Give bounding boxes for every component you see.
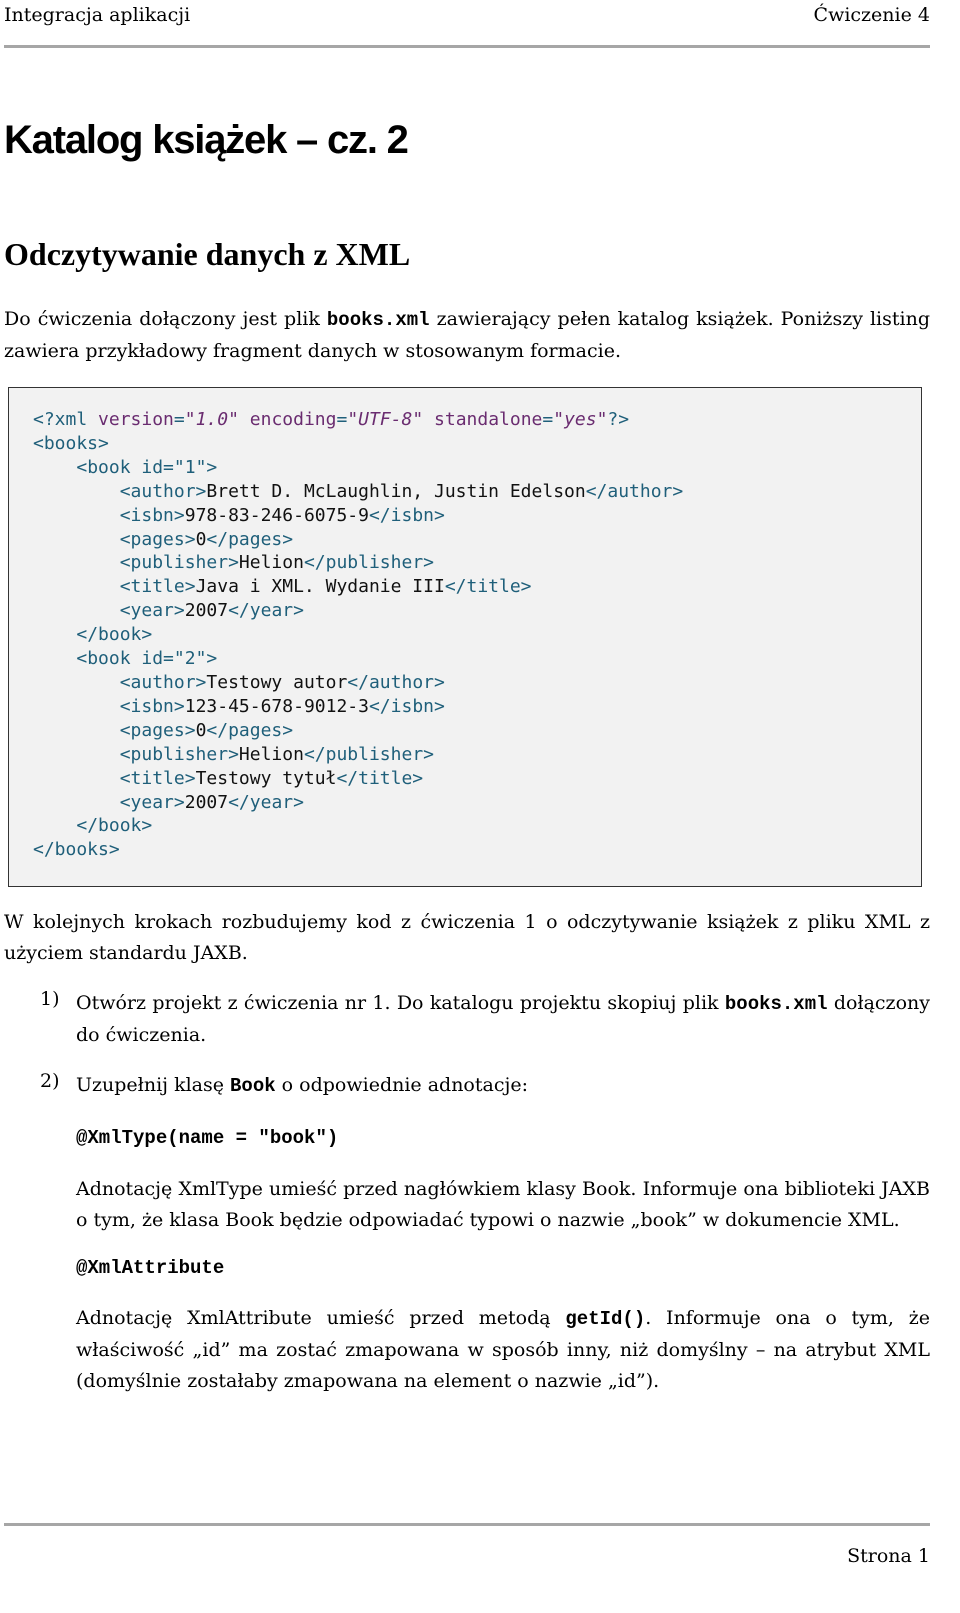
books-close-tag: </books> (33, 839, 120, 861)
annotation-xmltype (76, 1122, 930, 1154)
desc-method-code: getId() (565, 1308, 646, 1330)
book-close-tag: </book> (76, 815, 153, 837)
books-open-tag: <books> (33, 432, 109, 454)
step-text-after: o odpowiednie adnotacje: (275, 1074, 529, 1096)
book-pages: 0 (195, 719, 207, 741)
step-item (40, 1070, 931, 1392)
intro-paragraph (4, 304, 930, 367)
book-publisher: Helion (238, 552, 304, 574)
book-close-tag: </book> (76, 624, 153, 646)
book-pages: 0 (195, 528, 207, 550)
xml-decl-encoding-value: "UTF-8" (347, 409, 424, 430)
page-title: Katalog książek – cz. 2 (4, 118, 408, 162)
book-author: Testowy autor (206, 671, 348, 693)
step-number: 1) (40, 988, 60, 1010)
book-year: 2007 (184, 791, 229, 813)
book-author: Brett D. McLaughlin, Justin Edelson (206, 480, 586, 502)
header-divider (4, 45, 930, 48)
book-title: Testowy tytuł (195, 767, 337, 789)
book-open-tag: <book id="1"> (76, 456, 218, 478)
annotation-xmltype-description: Adnotację XmlType umieść przed nagłówkiem klasy Book. Informuje ona biblioteki JAXB o tym, że klasa Book będzie odpowiadać typowi o nazwie „book” w dokumencie XML. (76, 1178, 930, 1231)
page-number: Strona 1 (847, 1545, 930, 1567)
step-number: 2) (40, 1070, 60, 1092)
annotation-code: @XmlType(name = "book") (76, 1127, 339, 1149)
intro-filename: books.xml (326, 309, 430, 331)
step-code-filename: books.xml (724, 993, 828, 1015)
book-isbn: 123-45-678-9012-3 (184, 695, 369, 717)
intro-text-before: Do ćwiczenia dołączony jest plik (4, 308, 327, 330)
xml-decl-encoding-attr: encoding (249, 409, 337, 430)
xml-code-listing: <?xml version="1.0" encoding="UTF-8" standalone="yes"?> <books> <book id="1"> <author>Brett D. McLaughlin, Justin Edelson</author> <isbn>978-83-246-6075-9</isbn> <pages>0</pages> <publisher>Helion</publisher> <title>Java i XML. Wydanie III</title> <year>2007</year> </book> <book id="2"> <author>Testowy autor</author> <isbn>123-45-678-9012-3</isbn> <pages>0</pages> <publisher>Helion</publisher> <title>Testowy tytuł</title> <year>2007</year> </book> </books> (8, 387, 922, 887)
step-code-classname: Book (230, 1075, 276, 1097)
section-heading: Odczytywanie danych z XML (4, 236, 411, 272)
desc-text-before: Adnotację XmlAttribute umieść przed metodą (76, 1307, 566, 1329)
step-text-before: Otwórz projekt z ćwiczenia nr 1. Do katalogu projektu skopiuj plik (76, 992, 725, 1014)
xml-decl-version-value: "1.0" (184, 409, 239, 430)
xml-decl-version-attr: version (98, 409, 174, 430)
step-item (40, 988, 930, 1051)
book-year: 2007 (184, 600, 229, 622)
book-publisher: Helion (238, 743, 304, 765)
annotation-xmlattribute (76, 1252, 930, 1284)
xml-declaration-close: ?> (607, 409, 630, 430)
xml-decl-standalone-attr: standalone (434, 409, 543, 430)
book-isbn: 978-83-246-6075-9 (184, 504, 369, 526)
desc-text-after: . Informuje ona o tym, że właściwość „id” ma zostać zmapowana w sposób inny, niż domyślny – na atrybut XML (domyślnie zostałaby zmapowana na element o nazwie „id”). (76, 1307, 931, 1392)
footer-divider (4, 1523, 930, 1526)
book-title: Java i XML. Wydanie III (195, 576, 445, 598)
step-body (76, 1070, 930, 1102)
annotation-code: @XmlAttribute (76, 1257, 225, 1279)
page-header (4, 2, 930, 32)
step-body (76, 988, 930, 1051)
step-text-before: Uzupełnij klasę (76, 1074, 231, 1096)
xml-declaration-open: <?xml (33, 409, 99, 430)
after-code-paragraph: W kolejnych krokach rozbudujemy kod z ćwiczenia 1 o odczytywanie książek z pliku XML z użyciem standardu JAXB. (4, 911, 930, 964)
annotation-xmlattribute-description (76, 1303, 930, 1397)
step-text-after: dołączony do ćwiczenia. (76, 992, 930, 1046)
xml-decl-standalone-value: "yes" (553, 409, 608, 430)
header-exercise-number: Ćwiczenie 4 (813, 4, 930, 26)
header-course-title: Integracja aplikacji (4, 4, 191, 26)
book-open-tag: <book id="2"> (76, 648, 218, 670)
intro-text-after: zawierający pełen katalog książek. Poniższy listing zawiera przykładowy fragment danych w stosowanym formacie. (4, 308, 930, 362)
